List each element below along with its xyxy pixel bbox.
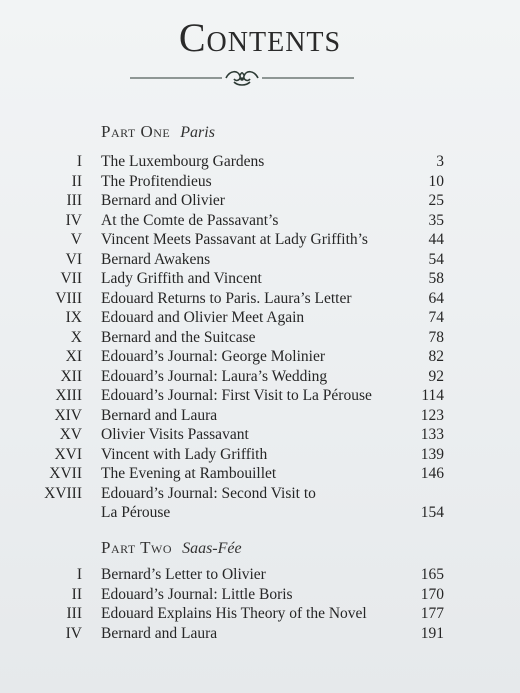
chapter-title: Bernard and the Suitcase (101, 328, 256, 346)
chapter-title: Bernard and Laura (101, 406, 218, 424)
chapter-title: Edouard’s Journal: Little Boris (101, 585, 293, 603)
page-number: 165 (420, 566, 444, 583)
part-heading (101, 538, 242, 558)
ornament-divider-icon (130, 66, 354, 90)
page-number: 154 (420, 504, 444, 521)
toc-entry (0, 604, 520, 623)
chapter-title: Edouard’s Journal: George Molinier (101, 348, 325, 365)
toc-entry (0, 565, 520, 584)
chapter-title: Edouard Explains His Theory of the Novel (101, 605, 367, 622)
page-number: 10 (428, 172, 444, 190)
toc-entry-continuation (0, 503, 520, 522)
chapter-title: Olivier Visits Passavant (101, 426, 249, 443)
page-number: 64 (428, 289, 444, 307)
page-number: 35 (428, 211, 444, 229)
chapter-title: Bernard and Olivier (101, 192, 225, 209)
chapter-title-continued: La Pérouse (101, 504, 171, 521)
chapter-number: X (70, 328, 82, 346)
chapter-number: IX (65, 309, 82, 326)
toc-entry (0, 289, 520, 308)
page-number: 92 (428, 367, 444, 385)
chapter-number: XI (65, 348, 82, 365)
toc-entry (0, 328, 520, 347)
chapter-number: VII (60, 270, 82, 287)
page-number: 25 (428, 192, 444, 209)
toc-entry (0, 367, 520, 386)
toc-entry (0, 624, 520, 643)
page-number: 139 (420, 445, 444, 463)
chapter-number: I (76, 153, 82, 170)
page-number: 44 (428, 231, 444, 248)
toc-entry (0, 230, 520, 249)
toc-entry (0, 425, 520, 444)
part-subtitle: Saas-Fée (182, 540, 242, 557)
chapter-number: VI (65, 250, 82, 268)
chapter-number: V (70, 231, 82, 248)
chapter-number: II (71, 585, 82, 603)
toc-entry (0, 464, 520, 483)
part-label: Part Two (101, 538, 173, 557)
chapter-number: I (76, 566, 82, 583)
chapter-title: Edouard’s Journal: Laura’s Wedding (101, 367, 328, 385)
page-number: 58 (428, 270, 444, 287)
page-number: 78 (428, 328, 444, 346)
chapter-number: III (66, 605, 82, 622)
chapter-title: At the Comte de Passavant’s (101, 211, 279, 229)
page-number: 177 (420, 605, 444, 622)
toc-entry (0, 484, 520, 503)
toc-entry (0, 308, 520, 327)
chapter-title: Lady Griffith and Vincent (101, 270, 262, 287)
toc-entry (0, 445, 520, 464)
chapter-number: III (66, 192, 82, 209)
chapter-title: The Luxembourg Gardens (101, 153, 265, 170)
chapter-title: Bernard Awakens (101, 250, 211, 268)
page-number: 133 (420, 426, 444, 443)
chapter-title: Edouard’s Journal: Second Visit to (101, 484, 316, 502)
part-subtitle: Paris (180, 124, 215, 141)
chapter-number: IV (65, 624, 82, 642)
chapter-number: XVI (54, 445, 82, 463)
chapter-title: Vincent Meets Passavant at Lady Griffith’s (101, 231, 368, 248)
toc-entry (0, 191, 520, 210)
page-number: 74 (428, 309, 444, 326)
chapter-number: XIV (54, 406, 82, 424)
page-number: 170 (420, 585, 444, 603)
page-title (0, 14, 520, 61)
toc-entry (0, 250, 520, 269)
chapter-number: XII (60, 367, 82, 385)
chapter-title: The Evening at Rambouillet (101, 465, 277, 482)
toc-entry (0, 152, 520, 171)
chapter-title: Vincent with Lady Griffith (101, 445, 268, 463)
chapter-title: The Profitendieus (101, 172, 212, 190)
chapter-title: Edouard Returns to Paris. Laura’s Letter (101, 289, 352, 307)
chapter-number: IV (65, 211, 82, 229)
toc-entry (0, 406, 520, 425)
chapter-number: XVIII (44, 484, 82, 502)
chapter-number: XIII (55, 387, 82, 404)
toc-entry (0, 211, 520, 230)
chapter-title: Edouard and Olivier Meet Again (101, 309, 305, 326)
page-number: 54 (428, 250, 444, 268)
chapter-number: II (71, 172, 82, 190)
chapter-number: VIII (55, 289, 82, 307)
page-number: 146 (420, 465, 444, 482)
chapter-number: XV (59, 426, 82, 443)
title-text: Contents (178, 15, 342, 60)
chapter-title: Bernard’s Letter to Olivier (101, 566, 266, 583)
chapter-number: XVII (49, 465, 82, 482)
page-number: 123 (420, 406, 444, 424)
toc-entry (0, 585, 520, 604)
page-number: 114 (421, 387, 444, 404)
toc-entry (0, 172, 520, 191)
page-number: 191 (420, 624, 444, 642)
chapter-title: Bernard and Laura (101, 624, 218, 642)
part-heading (101, 122, 215, 142)
toc-entry (0, 386, 520, 405)
chapter-title: Edouard’s Journal: First Visit to La Pérouse (101, 387, 372, 404)
page-number: 3 (436, 153, 444, 170)
page-number: 82 (428, 348, 444, 365)
part-label: Part One (101, 122, 171, 141)
toc-entry (0, 269, 520, 288)
toc-entry (0, 347, 520, 366)
